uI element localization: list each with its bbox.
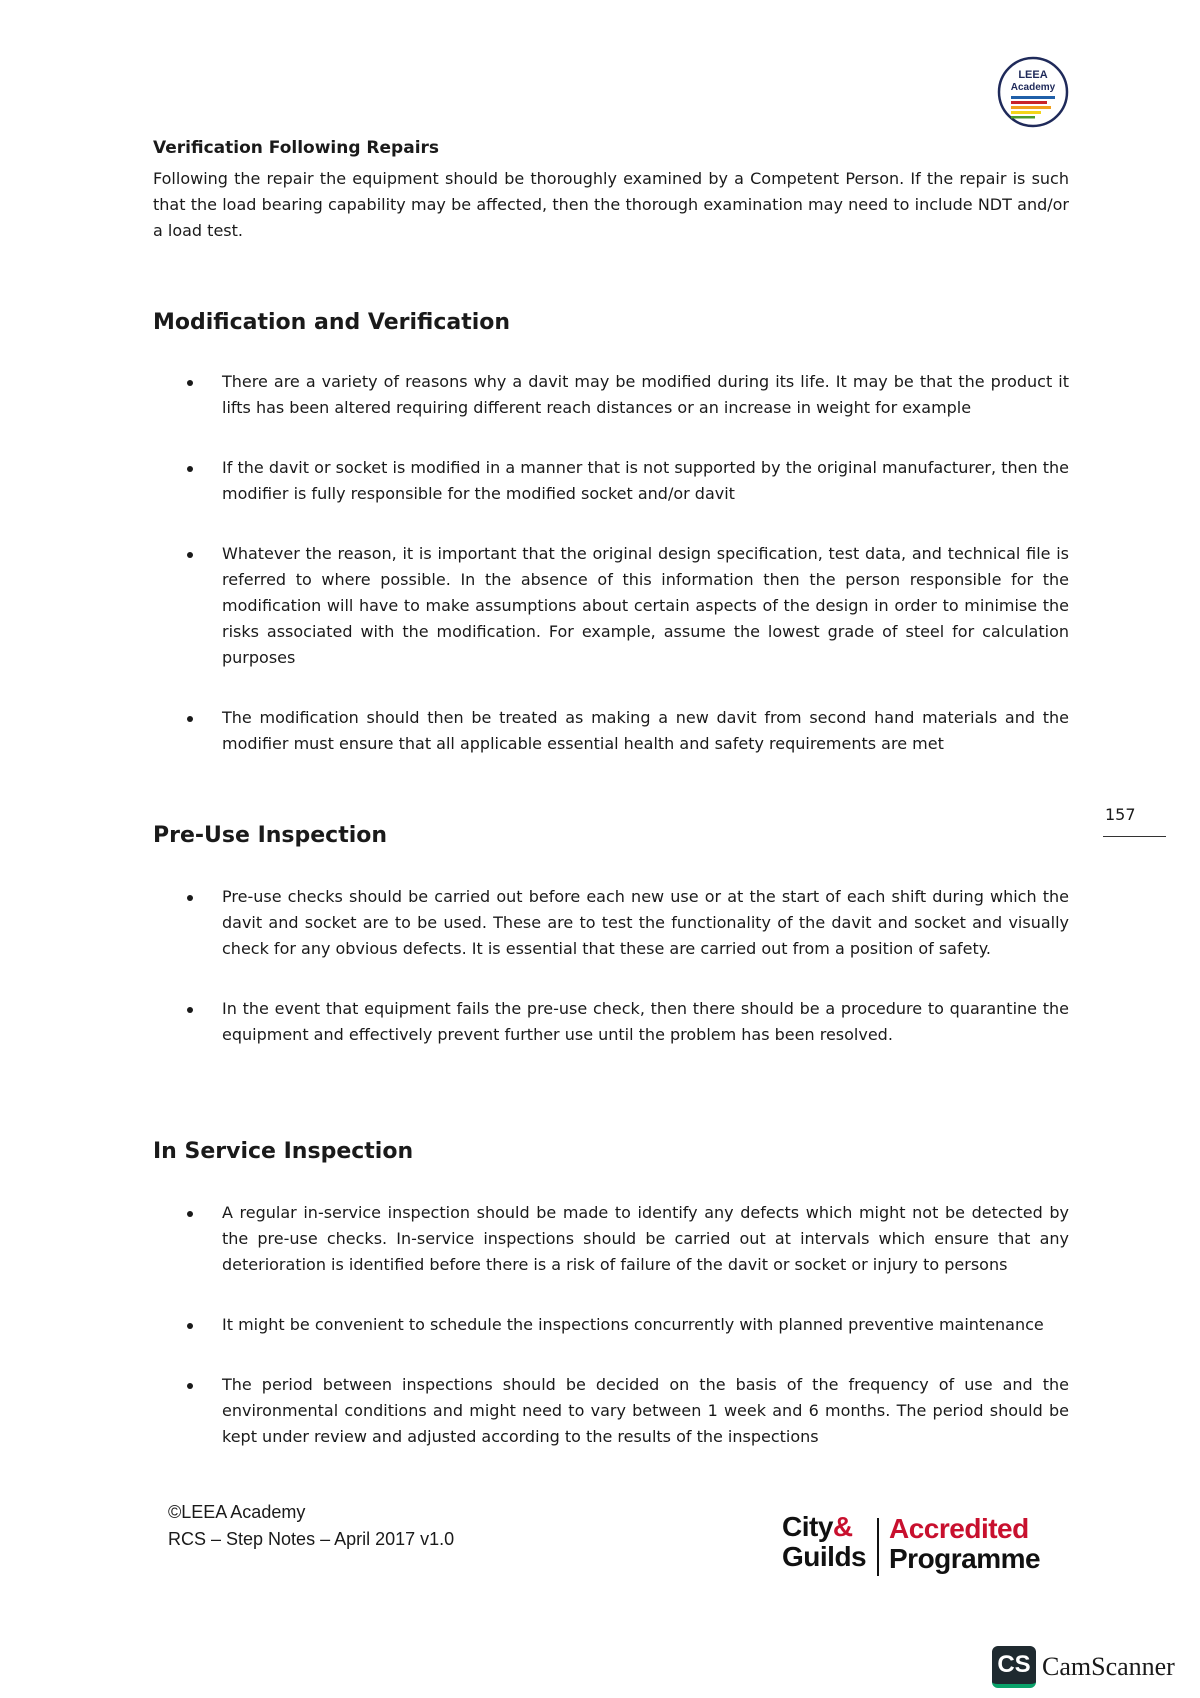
modification-heading: Modification and Verification	[153, 310, 511, 335]
in-service-bullet: A regular in-service inspection should be made to identify any defects which might not be detected by the pre-use checks. In-service inspections should be carried out at intervals which ensure that any deterioration is identified before there is a risk of failure of the davit or socket or injury to persons	[153, 1200, 1069, 1278]
pre-use-bullet: Pre-use checks should be carried out before each new use or at the start of each shift during which the davit and socket are to be used. These are to test the functionality of the davit and socket and visually check for any obvious defects. It is essential that these are carried out from a position of safety.	[153, 884, 1069, 962]
leea-logo-graphic	[997, 56, 1069, 128]
modification-bullet-list	[153, 369, 1069, 757]
in-service-bullet: The period between inspections should be decided on the basis of the frequency of use and the environmental conditions and might need to vary between 1 week and 6 months. The period should be kept under review and adjusted according to the results of the inspections	[153, 1372, 1069, 1450]
footer-copyright: ©LEEA Academy	[168, 1502, 306, 1522]
leea-logo-line1: LEEA	[1018, 69, 1048, 81]
camscanner-badge-icon: CS	[992, 1646, 1036, 1688]
city-guilds-logo	[782, 1512, 866, 1572]
footer-doc-reference: RCS – Step Notes – April 2017 v1.0	[168, 1529, 455, 1549]
verification-repairs-heading: Verification Following Repairs	[153, 138, 440, 158]
camscanner-name: CamScanner	[1042, 1652, 1175, 1681]
verification-repairs-text: Following the repair the equipment should be thoroughly examined by a Competent Person. If the repair is such that the load bearing capability may be affected, then the thorough examination may need to include NDT and/or a load test.	[153, 169, 1069, 240]
in-service-heading: In Service Inspection	[153, 1139, 414, 1164]
leea-logo-line2: Academy	[1010, 82, 1056, 93]
in-service-bullet-list	[153, 1200, 1069, 1450]
city-guilds-city: City	[782, 1511, 833, 1542]
city-guilds-ampersand: &	[832, 1511, 853, 1542]
leea-academy-logo	[997, 56, 1069, 128]
accredited-text: Accredited	[889, 1513, 1029, 1544]
modification-bullet: Whatever the reason, it is important that the original design specification, test data, and technical file is referred to where possible. In the absence of this information then the person responsible for the modification will have to make assumptions about certain aspects of the design in order to minimise the risks associated with the modification. For example, assume the lowest grade of steel for calculation purposes	[153, 541, 1069, 671]
page-number-rule	[1103, 836, 1166, 837]
in-service-bullet: It might be convenient to schedule the inspections concurrently with planned preventive maintenance	[153, 1312, 1069, 1338]
pre-use-bullet-list	[153, 884, 1069, 1048]
city-guilds-guilds: Guilds	[782, 1541, 867, 1572]
camscanner-watermark	[992, 1646, 1175, 1688]
page-number: 157	[1105, 805, 1136, 824]
modification-bullet: The modification should then be treated as making a new davit from second hand materials and the modifier must ensure that all applicable essential health and safety requirements are met	[153, 705, 1069, 757]
accredited-programme-label	[889, 1514, 1040, 1574]
city-guilds-divider	[877, 1518, 879, 1576]
pre-use-bullet: In the event that equipment fails the pre-use check, then there should be a procedure to quarantine the equipment and effectively prevent further use until the problem has been resolved.	[153, 996, 1069, 1048]
programme-text: Programme	[889, 1543, 1041, 1574]
pre-use-heading: Pre-Use Inspection	[153, 823, 388, 848]
modification-bullet: There are a variety of reasons why a davit may be modified during its life. It may be that the product it lifts has been altered requiring different reach distances or an increase in weight for example	[153, 369, 1069, 421]
modification-bullet: If the davit or socket is modified in a manner that is not supported by the original manufacturer, then the modifier is fully responsible for the modified socket and/or davit	[153, 455, 1069, 507]
